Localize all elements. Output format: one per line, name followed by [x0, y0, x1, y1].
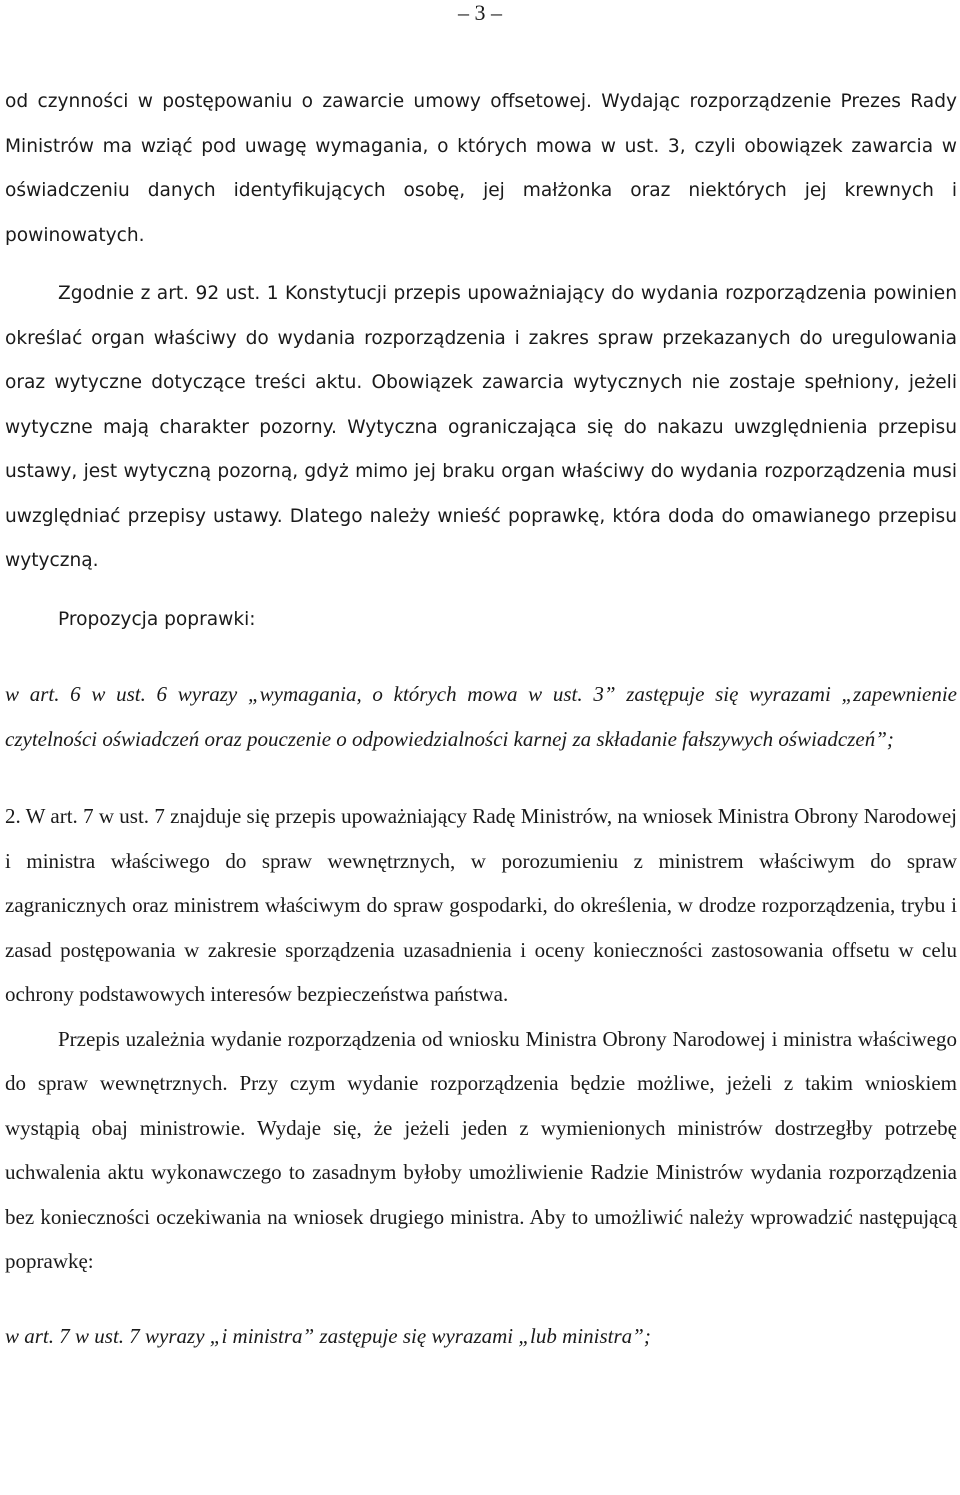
paragraph-constitution-art92: Zgodnie z art. 92 ust. 1 Konstytucji przepis upoważniający do wydania rozporządzenia powinien określać organ właściwy do wydania rozporządzenia i zakres spraw przekazanych do uregulowania oraz wytyczne dotyczące treści aktu. Obowiązek zawarcia wytycznych nie zostaje spełniony, jeżeli wytyczne mają charakter pozorny. Wytyczna ograniczająca się do nakazu uwzględnienia przepisu ustawy, jest wytyczną pozorną, gdyż mimo jej braku organ właściwy do wydania rozporządzenia musi uwzględniać przepisy ustawy. Dlatego należy wnieść poprawkę, która doda do omawianego przepisu wytyczną. [5, 283, 957, 571]
page-number: – 3 – [458, 0, 502, 25]
amendment-proposal-heading: Propozycja poprawki: [58, 608, 256, 630]
document-body [5, 80, 957, 1358]
amendment-art7: w art. 7 w ust. 7 wyrazy „i ministra” zastępuje się wyrazami „lub ministra”; [5, 1323, 651, 1348]
paragraph-art7-analysis: Przepis uzależnia wydanie rozporządzenia od wniosku Ministra Obrony Narodowej i ministra właściwego do spraw wewnętrznych. Przy czym wydanie rozporządzenia będzie możliwe, jeżeli z takim wnioskiem wystąpią obaj ministrowie. Wydaje się, że jeżeli jeden z wymienionych ministrów dostrzegłby potrzebę uchwalenia aktu wykonawczego to zasadnym byłoby umożliwienie Radzie Ministrów wydania rozporządzenia bez konieczności oczekiwania na wniosek drugiego ministra. Aby to umożliwić należy wprowadzić następującą poprawkę: [5, 1026, 957, 1273]
paragraph-intro-continuation: od czynności w postępowaniu o zawarcie umowy offsetowej. Wydając rozporządzenie Prezes Rady Ministrów ma wziąć pod uwagę wymagania, o których mowa w ust. 3, czyli obowiązek zawarcia w oświadczeniu danych identyfikujących osobę, jej małżonka oraz niektórych jej krewnych i powinowatych. [5, 91, 957, 246]
paragraph-art7-point2: 2. W art. 7 w ust. 7 znajduje się przepis upoważniający Radę Ministrów, na wniosek Ministra Obrony Narodowej i ministra właściwego do spraw wewnętrznych, w porozumieniu z ministrem właściwym do spraw zagranicznych oraz ministrem właściwym do spraw gospodarki, do określenia, w drodze rozporządzenia, trybu i zasad postępowania w zakresie sporządzenia uzasadnienia i oceny konieczności zastosowania offsetu w celu ochrony podstawowych interesów bezpieczeństwa państwa. [5, 804, 957, 1006]
amendment-art6: w art. 6 w ust. 6 wyrazy „wymagania, o których mowa w ust. 3” zastępuje się wyrazami „zapewnienie czytelności oświadczeń oraz pouczenie o odpowiedzialności karnej za składanie fałszywych oświadczeń”; [5, 682, 957, 751]
